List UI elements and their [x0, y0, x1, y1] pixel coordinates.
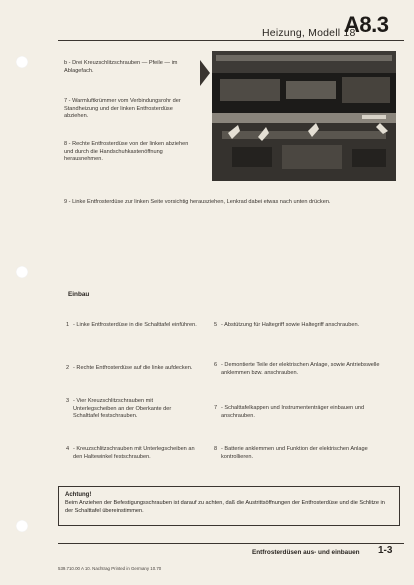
instrument-panel-photo — [212, 51, 396, 181]
print-info: 539.710.00 A 10. Nachtrag Printed in Germany 10.70 — [58, 566, 162, 571]
einbau-step-5-num: 5 — [214, 322, 218, 328]
header-rule — [58, 40, 404, 41]
page-header-title: Heizung, Modell 18 — [262, 27, 356, 39]
einbau-step-8-num: 8 — [214, 446, 218, 452]
pointer-arrow-icon — [200, 60, 210, 86]
section-heading-einbau: Einbau — [68, 291, 90, 298]
einbau-step-5: - Abstützung für Haltegriff sowie Haltegriff anschrauben. — [221, 322, 360, 328]
step-8: 8 - Rechte Entfrosterdüse von der linken abziehen und durch die Handschuhkastenöffnung herausnehmen. — [64, 141, 189, 163]
footer-rule — [58, 543, 404, 544]
einbau-step-2-num: 2 — [66, 365, 70, 371]
photo-label: III — [378, 115, 383, 121]
page-number: 1-3 — [378, 545, 393, 556]
punch-hole-bottom — [16, 520, 28, 532]
einbau-step-1-num: 1 — [66, 322, 70, 328]
warning-note-title: Achtung! — [65, 492, 92, 498]
page-header-code: A8.3 — [344, 12, 389, 37]
einbau-step-2: - Rechte Entfrosterdüse auf die linke aufdecken. — [73, 365, 193, 371]
einbau-step-6: - Demontierte Teile der elektrischen Anlage, sowie Antriebswelle anklemmen bzw. anschrauben. — [221, 362, 380, 376]
einbau-step-4: - Kreuzschlitzschrauben mit Unterlegscheiben an den Haltewinkel festschrauben. — [73, 446, 195, 460]
step-7: 7 - Warmluftkrümmer vom Verbindungsrohr der Standheizung und der linken Entfrosterdüse abziehen. — [64, 98, 181, 120]
warning-note-box — [58, 486, 400, 526]
step-9: 9 - Linke Entfrosterdüse zur linken Seite vorsichtig herausziehen, Lenkrad dabei etwas nach unten drücken. — [64, 199, 331, 205]
einbau-step-8: - Batterie anklemmen und Funktion der elektrischen Anlage kontrollieren. — [221, 446, 368, 460]
warning-note-text: Beim Anziehen der Befestigungsschrauben ist darauf zu achten, daß die Austrittsöffnungen der Entfrosterdüse und die Schlitze in der Schalttafel übereinstimmen. — [65, 500, 385, 514]
punch-hole-top — [16, 56, 28, 68]
einbau-step-7-num: 7 — [214, 405, 218, 411]
punch-hole-middle — [16, 266, 28, 278]
einbau-step-7: - Schalttafelkappen und Instrumententräger einbauen und anschrauben. — [221, 405, 365, 419]
einbau-step-3: - Vier Kreuzschlitzschrauben mit Unterlegscheiben an der Oberkante der Schalttafel festschrauben. — [73, 398, 172, 420]
einbau-step-3-num: 3 — [66, 398, 70, 404]
einbau-step-4-num: 4 — [66, 446, 70, 452]
step-b: b - Drei Kreuzschlitzschrauben — Pfeile — im Ablagefach. — [64, 60, 178, 74]
einbau-step-1: - Linke Entfrosterdüse in die Schalttafel einführen. — [73, 322, 197, 328]
einbau-step-6-num: 6 — [214, 362, 218, 368]
footer-title: Entfrosterdüsen aus- und einbauen — [252, 549, 360, 556]
photo-illustration — [212, 51, 396, 181]
